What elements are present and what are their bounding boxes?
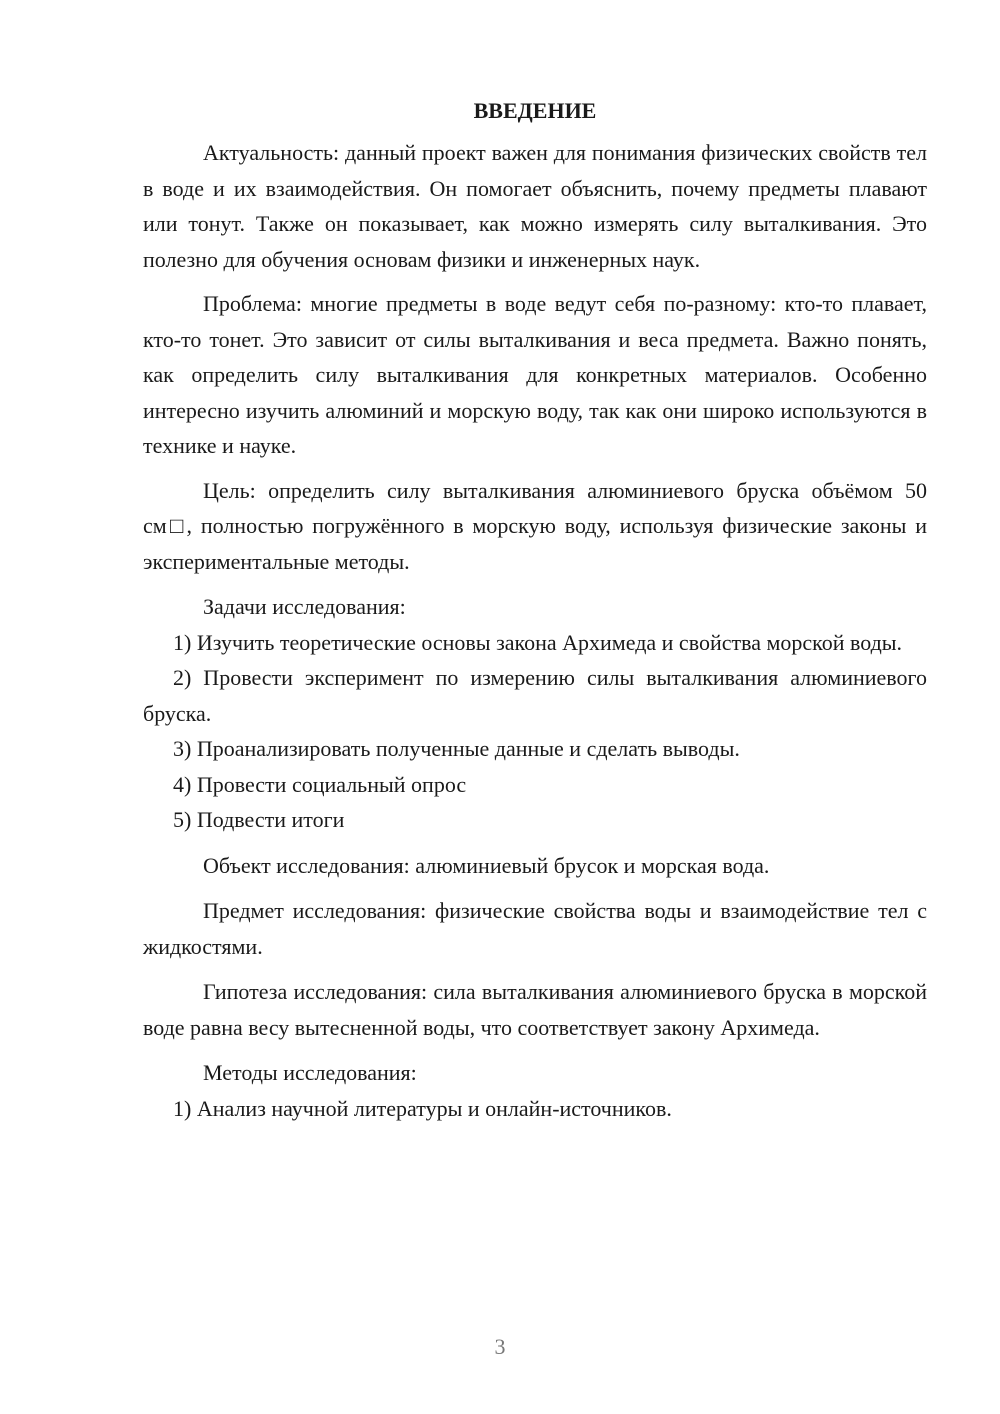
document-page [143,96,927,1126]
methods-heading: Методы исследования: [203,1060,417,1085]
page-number: 3 [494,1334,506,1359]
method-item-1: 1) Анализ научной литературы и онлайн-источников. [173,1095,672,1121]
section-title: ВВЕДЕНИЕ [473,98,597,123]
task-item-3: 3) Проанализировать полученные данные и сделать выводы. [173,736,740,761]
subject-paragraph: Предмет исследования: физические свойства воды и взаимодействие тел с жидкостями. [143,898,927,959]
object-paragraph: Объект исследования: алюминиевый брусок и морская вода. [203,852,770,878]
task-item-1: 1) Изучить теоретические основы закона Архимеда и свойства морской воды. [173,629,903,655]
problem-paragraph: Проблема: многие предметы в воде ведут себя по-разному: кто-то плавает, кто-то тонет. Это зависит от силы выталкивания и веса предмета. Важно понять, как определить силу выталкивания для конкретных материалов. Особенно интересно изучить алюминий и морскую воду, так как они широко используются в технике и науке. [143,291,927,458]
task-item-4: 4) Провести социальный опрос [173,771,467,797]
task-item-2: 2) Провести эксперимент по измерению силы выталкивания алюминиевого бруска. [143,665,927,726]
task-item-5: 5) Подвести итоги [173,807,345,832]
tasks-heading: Задачи исследования: [203,594,406,619]
hypothesis-paragraph: Гипотеза исследования: сила выталкивания алюминиевого бруска в морской воде равна весу вытесненной воды, что соответствует закону Архимеда. [143,979,927,1040]
relevance-paragraph: Актуальность: данный проект важен для понимания физических свойств тел в воде и их взаимодействия. Он помогает объяснить, почему предметы плавают или тонут. Также он показывает, как можно измерять силу выталкивания. Это полезно для обучения основам физики и инженерных наук. [143,140,927,272]
goal-paragraph: Цель: определить силу выталкивания алюминиевого бруска объёмом 50 см□, полностью погружённого в морскую воду, используя физические законы и экспериментальные методы. [143,477,927,574]
